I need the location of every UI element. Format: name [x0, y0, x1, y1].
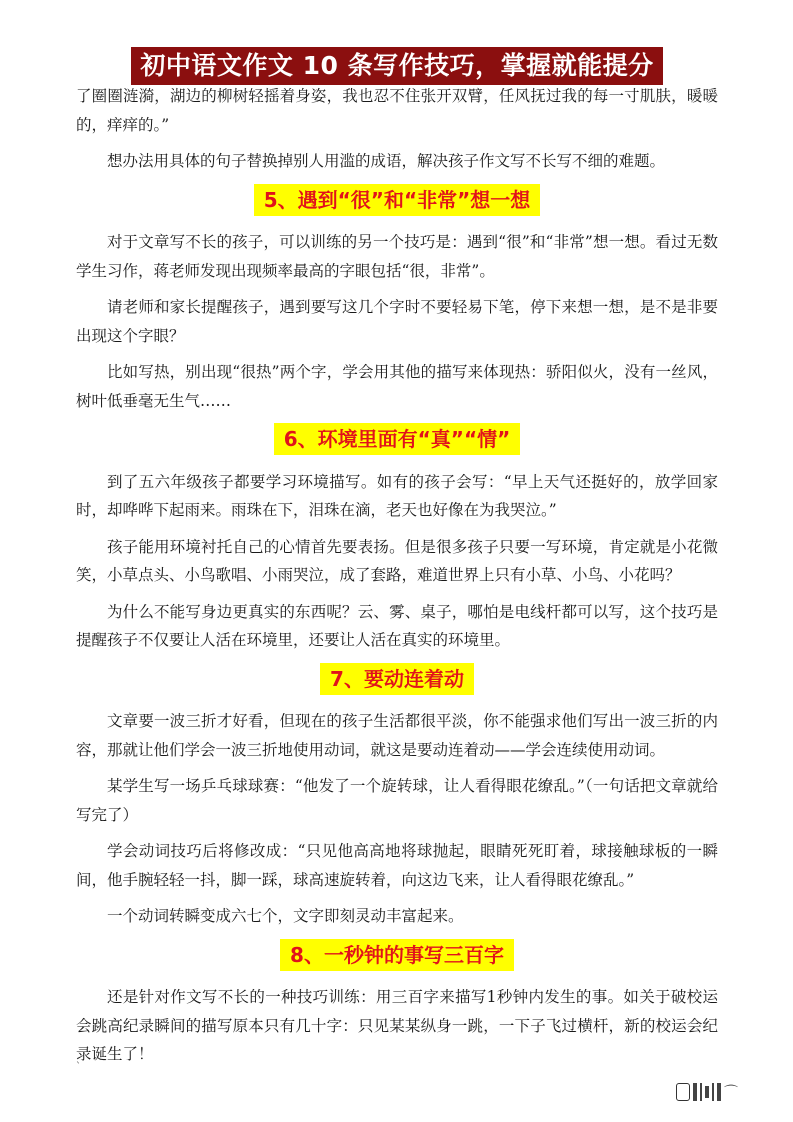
- paragraph: 某学生写一场乒乓球球赛：“他发了一个旋转球，让人看得眼花缭乱。”（一句话把文章就给写完了）: [76, 777, 718, 824]
- paragraph: 还是针对作文写不长的一种技巧训练：用三百字来描写1秒钟内发生的事。如关于破校运会跳高纪录瞬间的描写原本只有几十字：只见某某纵身一跳，一下子飞过横杆，新的校运会纪录诞生了！: [76, 988, 718, 1063]
- paragraph: 对于文章写不长的孩子，可以训练的另一个技巧是：遇到“很”和“非常”想一想。看过无数学生习作，蒋老师发现出现频率最高的字眼包括“很，非常”。: [76, 233, 718, 280]
- watermark-logo-icon: [676, 1082, 738, 1102]
- section-6-heading: 6、环境里面有“真”“情”: [274, 423, 521, 455]
- watermark-box-icon: [676, 1083, 690, 1101]
- paragraph: 学会动词技巧后将修改成：“只见他高高地将球抛起，眼睛死死盯着，球接触球板的一瞬间，他手腕轻轻一抖，脚一踩，球高速旋转着，向这边飞来，让人看得眼花缭乱。”: [76, 842, 718, 889]
- section-5-heading-wrap: [76, 184, 718, 217]
- watermark-glyph-icon: ⌒: [724, 1085, 738, 1101]
- section-8-heading: 8、一秒钟的事写三百字: [280, 939, 514, 971]
- paragraph: 想办法用具体的句子替换掉别人用滥的成语，解决孩子作文写不长写不细的难题。: [107, 152, 666, 170]
- watermark-bar-icon: [717, 1083, 721, 1101]
- watermark-bar-icon: [693, 1083, 697, 1101]
- paragraph: 为什么不能写身边更真实的东西呢？云、雾、桌子，哪怕是电线杆都可以写，这个技巧是提醒孩子不仅要让人活在环境里，还要让人活在真实的环境里。: [76, 602, 718, 649]
- paragraph: 到了五六年级孩子都要学习环境描写。如有的孩子会写：“早上天气还挺好的，放学回家时，却哗哗下起雨来。雨珠在下，泪珠在滴，老天也好像在为我哭泣。”: [76, 472, 718, 519]
- section-7-heading-wrap: [76, 663, 718, 696]
- stray-mark: `: [76, 1062, 81, 1073]
- watermark-bar-icon: [712, 1083, 714, 1101]
- paragraph: 孩子能用环境衬托自己的心情首先要表扬。但是很多孩子只要一写环境，肯定就是小花微笑，小草点头、小鸟歌唱、小雨哭泣，成了套路，难道世界上只有小草、小鸟、小花吗？: [76, 537, 718, 584]
- paragraph-continued: 了圈圈涟漪，湖边的柳树轻摇着身姿，我也忍不住张开双臂，任风抚过我的每一寸肌肤，暖暖的，痒痒的。”: [76, 87, 718, 134]
- section-8-heading-wrap: [76, 939, 718, 972]
- watermark-bar-icon: [700, 1083, 702, 1101]
- section-7-heading: 7、要动连着动: [320, 663, 474, 695]
- section-5-heading: 5、遇到“很”和“非常”想一想: [254, 184, 541, 216]
- paragraph: 一个动词转瞬变成六七个，文字即刻灵动丰富起来。: [107, 907, 464, 925]
- watermark-bar-icon: [705, 1086, 709, 1098]
- section-6-heading-wrap: [76, 423, 718, 456]
- paragraph: 文章要一波三折才好看，但现在的孩子生活都很平淡，你不能强求他们写出一波三折的内容，那就让他们学会一波三折地使用动词，就这是要动连着动——学会连续使用动词。: [76, 712, 718, 759]
- paragraph: 比如写热，别出现“很热”两个字，学会用其他的描写来体现热：骄阳似火，没有一丝风，树叶低垂毫无生气……: [76, 363, 718, 410]
- paragraph: 请老师和家长提醒孩子，遇到要写这几个字时不要轻易下笔，停下来想一想，是不是非要出现这个字眼？: [76, 298, 718, 345]
- page-title-banner: 初中语文作文 10 条写作技巧，掌握就能提分: [131, 47, 663, 85]
- article-body: [76, 82, 718, 1077]
